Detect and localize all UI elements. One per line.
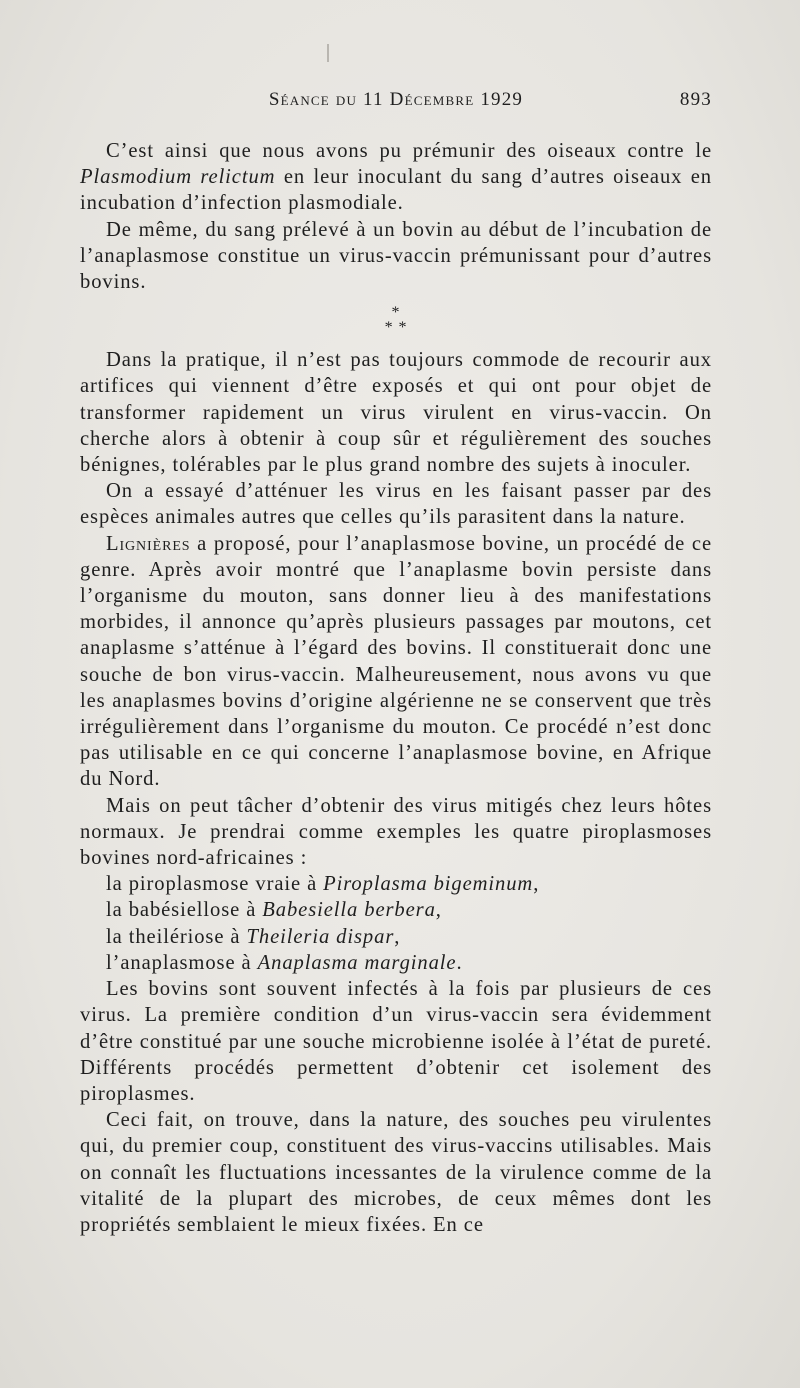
author-name: Lignières <box>106 532 191 555</box>
paragraph-3: Dans la pratique, il n’est pas toujours commode de recourir aux artifices qui viennent d’être exposés et qui ont pour objet de transformer rapidement un virus virulent en virus-vaccin. On cherche alors à obtenir à coup sûr et régulièrement des souches bénignes, tolérables par le plus grand nombre des sujets à inoculer. <box>80 349 712 477</box>
list-item-text: la babésiellose à <box>106 899 263 922</box>
list-item-species: Piroplasma bigeminum <box>323 873 534 896</box>
paragraph-2: De même, du sang prélevé à un bovin au début de l’incubation de l’anaplasmose constitue un virus-vaccin prémunissant pour d’autres bovins. <box>80 218 712 294</box>
list-item-species: Anaplasma marginale <box>257 951 457 974</box>
asterism-top: * <box>391 304 401 322</box>
body-text <box>80 138 712 1238</box>
paragraph-5 <box>80 531 712 793</box>
list-item <box>80 924 712 950</box>
list-item-punct: , <box>533 873 540 896</box>
asterism-bottom: * * <box>384 319 408 337</box>
list-item-punct: , <box>435 899 442 922</box>
page-header <box>80 89 712 119</box>
paragraph-8: Ceci fait, on trouve, dans la nature, des souches peu virulentes qui, du premier coup, constituent des virus-vaccins utilisables. Mais on connaît les fluctuations incessantes de la virulence comme de la vitalité de la plupart des microbes, de ceux mêmes dont les propriétés semblaient le mieux fixées. En ce <box>80 1109 712 1236</box>
list-item-text: la piroplasmose vraie à <box>106 873 324 896</box>
list-item-species: Theileria dispar <box>246 925 395 948</box>
paragraph-1-text-a: C’est ainsi que nous avons pu prémunir des oiseaux contre le <box>106 140 712 162</box>
paragraph-5-text: a proposé, pour l’anaplasmose bovine, un procédé de ce genre. Après avoir montré que l’anaplasme bovin persiste dans l’organisme du mouton, sans donner lieu à des manifestations morbides, il annonce qu’après plusieurs passages par moutons, cet anaplasme s’atténue à l’égard des bovins. Il constituerait donc une souche de bon virus-vaccin. Malheureusement, nous avons vu que les anaplasmes bovins d’origine algérienne ne se conservent que très irrégulièrement dans l’organisme du mouton. Ce procédé n’est donc pas utilisable en ce qui concerne l’anaplasmose bovine, en Afrique du Nord. <box>80 532 712 791</box>
list-item-text: l’anaplasmose à <box>106 951 258 974</box>
list-item <box>80 897 712 923</box>
paragraph-6: Mais on peut tâcher d’obtenir des virus mitigés chez leurs hôtes normaux. Je prendrai comme exemples les quatre piroplasmoses bovines nord-africaines : <box>80 794 712 870</box>
list-item-text: la theilériose à <box>106 925 247 948</box>
section-asterism <box>80 305 712 335</box>
paragraph-4: On a essayé d’atténuer les virus en les faisant passer par des espèces animales autres que celles qu’ils parasitent dans la nature. <box>80 480 712 529</box>
running-head: Séance du 11 Décembre 1929 <box>268 89 524 110</box>
list-item-species: Babesiella berbera <box>262 899 436 922</box>
scan-mark <box>327 44 329 62</box>
list-item <box>80 950 712 976</box>
species-name: Plasmodium relictum <box>80 166 276 189</box>
list-item-punct: . <box>456 951 463 974</box>
list-item <box>80 871 712 897</box>
paragraph-1-text-b: en leur inoculant du sang d’autres oiseaux en incubation d’infection plasmodiale. <box>80 166 712 215</box>
list-item-punct: , <box>394 925 401 948</box>
page-number: 893 <box>679 89 712 110</box>
paragraph-7: Les bovins sont souvent infectés à la fois par plusieurs de ces virus. La première condition d’un virus-vaccin sera évidemment d’être constitué par une souche microbienne isolée à l’état de pureté. Différents procédés permettent d’obtenir cet isolement des piroplasmes. <box>80 978 712 1105</box>
paragraph-1 <box>80 138 712 217</box>
